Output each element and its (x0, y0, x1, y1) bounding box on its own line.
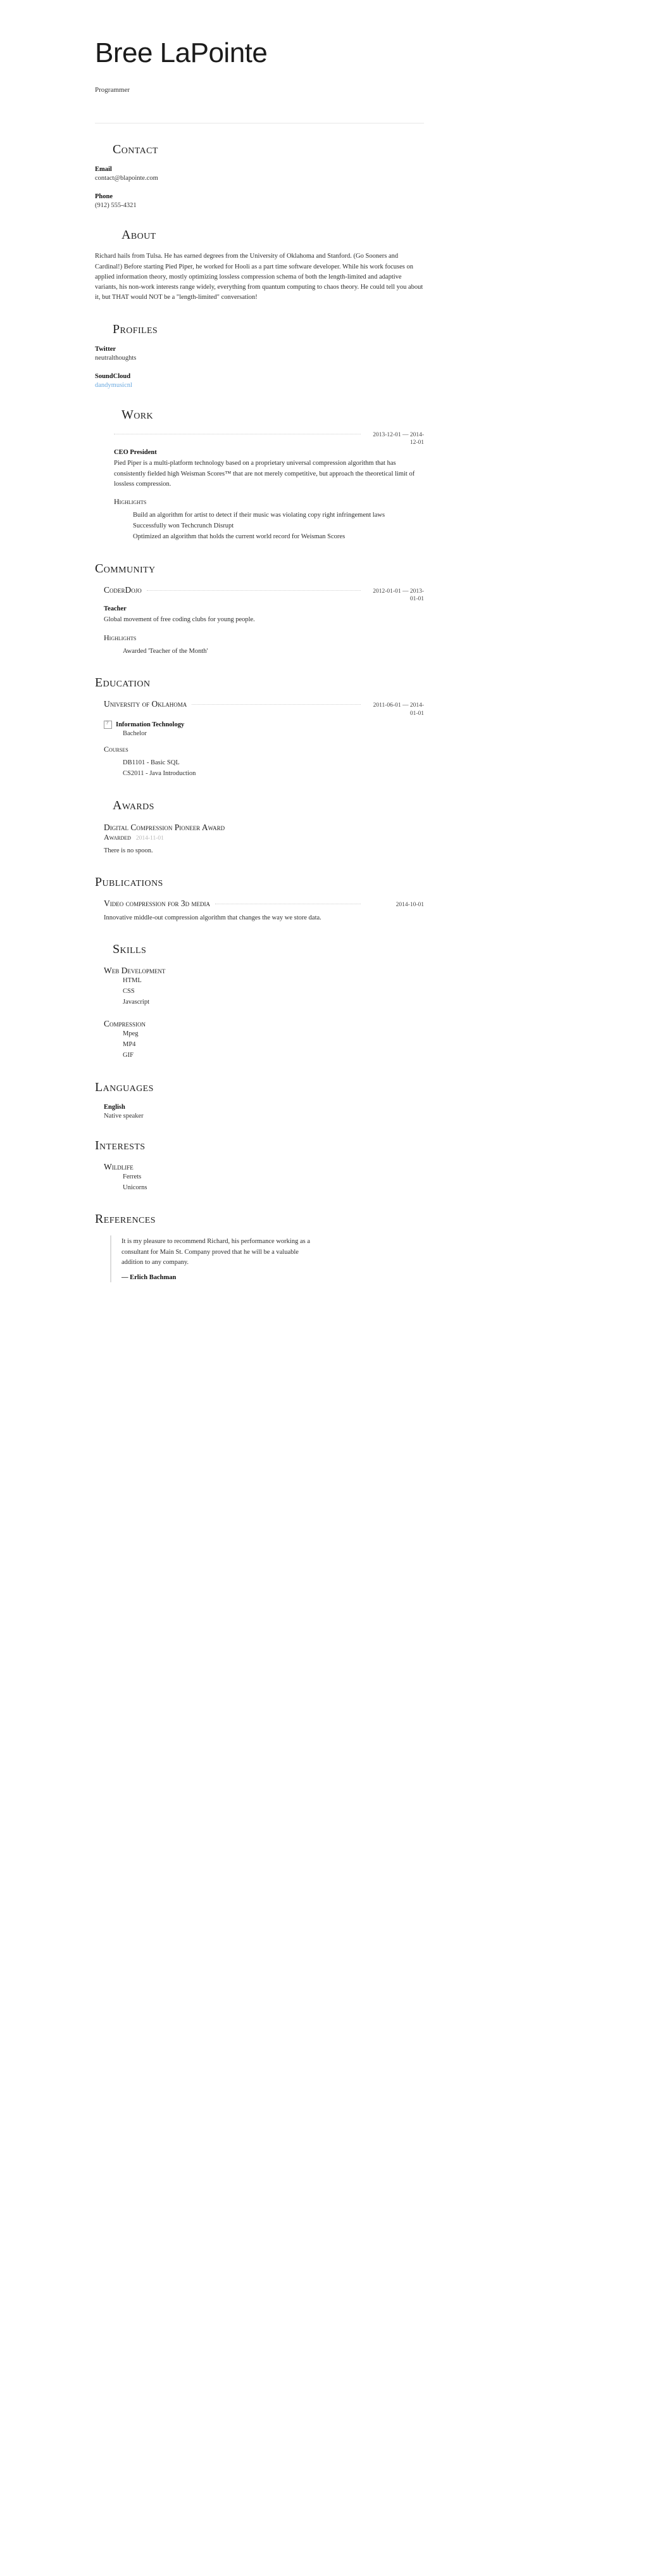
community-highlights-list (104, 647, 424, 657)
list-item: Javascript (123, 998, 149, 1006)
work-dates: 2013-12-01 — 2014-12-01 (373, 431, 424, 446)
profile-item (95, 373, 424, 389)
work-highlights-label: Highlights (114, 497, 147, 507)
award-date: 2014-11-01 (135, 835, 164, 842)
contact-email-label: Email (95, 166, 112, 174)
reference-attribution: — Erlich Bachman (122, 1274, 177, 1282)
award-summary: There is no spoon. (104, 847, 153, 855)
reference-text: It is my pleasure to recommend Richard, his performance working as a consultant for Main St. Company proved that he will be a valuable addition to any company. (122, 1238, 310, 1266)
section-heading-work: Work (122, 407, 154, 422)
community-entry (104, 585, 424, 657)
about-text: Richard hails from Tulsa. He has earned degrees from the University of Oklahoma and Stanford. (Go Sooners and Cardinal!) Before starting Pied Piper, he worked for Hooli as a part time software developer. While his work focuses on applied information theory, mostly optimizing lossless compression schema of both the length-limited and adaptive variants, his non-work interests range widely, everything from quantum computing to chaos theory. He could tell you about it, but THAT would NOT be a "length-limited" conversation! (95, 253, 423, 301)
language-name: English (104, 1103, 125, 1111)
dot-leader (192, 704, 361, 705)
education-entry-head (104, 699, 424, 717)
profile-network: Twitter (95, 345, 116, 353)
header-role: Programmer (95, 86, 130, 94)
resume-content (95, 38, 424, 1852)
award-date-row (104, 833, 424, 842)
publication-entry (104, 899, 424, 923)
section-heading-contact: Contact (113, 142, 158, 157)
education-degree: Information Technology (116, 721, 185, 729)
page-title: Bree LaPointe (95, 37, 268, 68)
education-degree-row (104, 721, 424, 729)
section-heading-references: References (95, 1212, 156, 1227)
publication-date: 2014-10-01 (396, 902, 424, 909)
skill-keyword-list (104, 1029, 424, 1061)
section-heading-profiles: Profiles (113, 322, 158, 336)
list-item: Build an algorithm for artist to detect if their music was violating copy right infringement laws (133, 512, 385, 519)
publication-name: Video compression for 3d media (104, 899, 211, 909)
contact-email (95, 166, 424, 182)
section-heading-about: About (122, 228, 156, 243)
contact-phone-label: Phone (95, 193, 113, 201)
award-entry (104, 822, 424, 857)
skill-group-name: Compression (104, 1019, 146, 1029)
reference-item (110, 1235, 424, 1282)
profile-item (95, 346, 424, 362)
page-bottom-space (95, 1282, 424, 1852)
list-item: HTML (123, 977, 142, 985)
list-item: CS2011 - Java Introduction (123, 769, 196, 777)
community-entry-head (104, 585, 424, 603)
section-heading-interests: Interests (95, 1138, 146, 1152)
work-highlights-list (95, 510, 424, 542)
publication-summary: Innovative middle-out compression algorithm that changes the way we store data. (104, 914, 321, 921)
skill-group-name: Web Development (104, 966, 166, 976)
section-heading-languages: Languages (95, 1080, 154, 1094)
list-item: Ferrets (123, 1173, 142, 1180)
section-heading-education: Education (95, 676, 151, 690)
education-courses-label: Courses (104, 745, 128, 754)
profile-username[interactable]: dandymusicnl (95, 381, 132, 389)
education-institution: University of Oklahoma (104, 699, 187, 709)
section-heading-publications: Publications (95, 875, 163, 890)
list-item: Successfully won Techcrunch Disrupt (133, 522, 234, 529)
work-summary: Pied Piper is a multi-platform technology based on a proprietary universal compression algorithm that has consistently fielded high Weisman Scores™ that are not merely competitive, but approach the theoretical limit of lossless compression. (114, 460, 415, 488)
section-heading-awards: Awards (113, 798, 154, 812)
profile-network: SoundCloud (95, 372, 131, 380)
work-position: CEO President (114, 449, 157, 457)
education-courses-list (104, 758, 424, 780)
interest-group (104, 1162, 424, 1194)
community-summary: Global movement of free coding clubs for young people. (104, 616, 255, 624)
section-heading-community: Community (95, 561, 156, 576)
award-title: Digital Compression Pioneer Award (104, 822, 225, 832)
award-awarded-label: Awarded (104, 833, 131, 842)
list-item: Optimized an algorithm that holds the current world record for Weisman Scores (133, 533, 346, 540)
language-fluency: Native speaker (104, 1112, 144, 1120)
degree-icon (104, 721, 112, 729)
community-organization: CoderDojo (104, 584, 142, 595)
work-entry-head (114, 431, 424, 447)
language-item (104, 1104, 424, 1120)
list-item: MP4 (123, 1041, 136, 1049)
list-item: DB1101 - Basic SQL (123, 759, 180, 767)
section-heading-skills: Skills (113, 942, 147, 957)
interest-group-name: Wildlife (104, 1161, 134, 1171)
list-item: Mpeg (123, 1030, 139, 1038)
profile-username: neutralthoughts (95, 354, 137, 362)
community-dates: 2012-01-01 — 2013-01-01 (373, 588, 424, 602)
contact-phone-value: (912) 555-4321 (95, 202, 137, 210)
list-item: Awarded 'Teacher of the Month' (123, 647, 208, 655)
community-position: Teacher (104, 605, 127, 613)
interest-keyword-list (104, 1172, 424, 1194)
publication-entry-head (104, 899, 424, 909)
contact-phone (95, 193, 424, 209)
skill-group (104, 966, 424, 1007)
list-item: GIF (123, 1052, 134, 1059)
education-study-type: Bachelor (123, 730, 147, 738)
skill-keyword-list (104, 976, 424, 1007)
list-item: Unicorns (123, 1184, 147, 1191)
contact-email-value[interactable]: contact@blapointe.com (95, 175, 158, 182)
work-entry (95, 431, 424, 543)
dot-leader (147, 590, 361, 591)
list-item: CSS (123, 987, 135, 995)
education-entry (104, 699, 424, 779)
community-highlights-label: Highlights (104, 633, 137, 642)
skill-group (104, 1019, 424, 1061)
education-dates: 2011-06-01 — 2014-01-01 (373, 702, 424, 717)
